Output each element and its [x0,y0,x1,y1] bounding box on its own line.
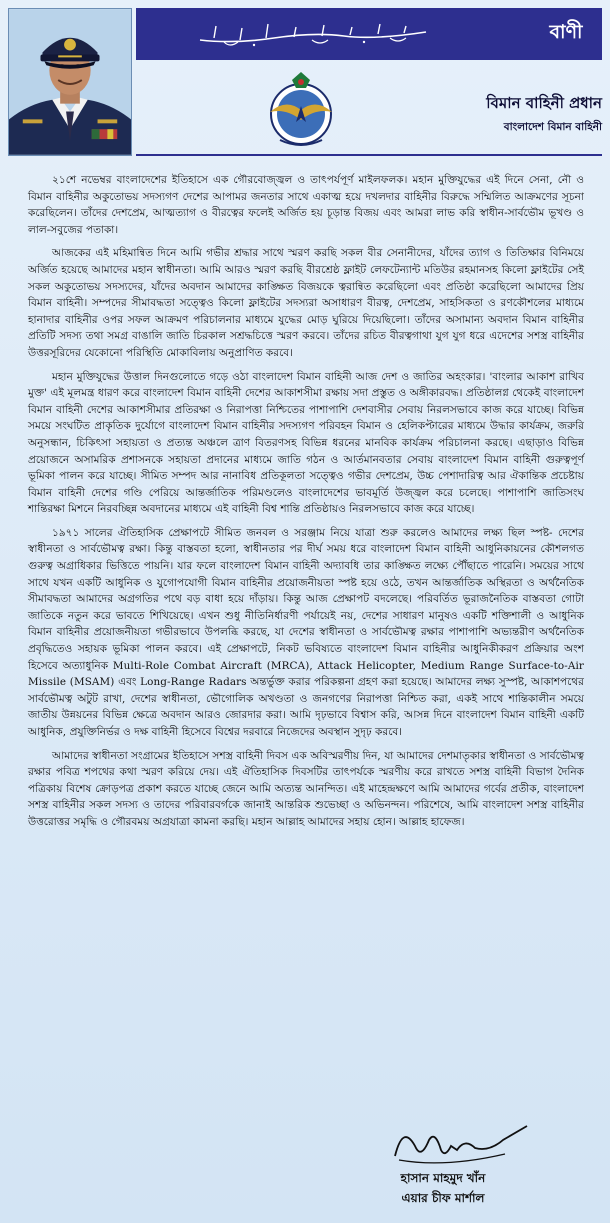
message-label: বাণী [549,21,583,43]
paragraph: মহান মুক্তিযুদ্ধের উত্তাল দিনগুলোতে গড়ে ওঠা বাংলাদেশ বিমান বাহিনী আজ দেশ ও জাতির অহংকার। 'বাংলার আকাশ রাখিব মুক্ত' এই মূলমন্ত্র ধারণ করে বাংলাদেশ বিমান বাহিনী দেশের আকাশসীমা রক্ষায় সদা প্রস্তুত ও অঙ্গীকারবদ্ধ। প্রতিষ্ঠালগ্ন থেকেই বাংলাদেশ বিমান বাহিনী দেশের আকাশসীমার প্রতিরক্ষা ও নিরাপত্তা নিশ্চিতের পাশাপাশি দেশবাসীর সেবায় নিরলসভাবে কাজ করে যাচ্ছে। বিভিন্ন সময়ে সংঘটিত প্রাকৃতিক দুর্যোগে বাংলাদেশ বিমান বাহিনীর সদস্যগণ পরিবহন বিমান ও হেলিকপ্টারের মাধ্যমে উদ্ধার কার্যক্রম, জরুরি অনুসন্ধান, চিকিৎসা সহায়তা ও প্রত্যন্ত অঞ্চলে ত্রাণ বিতরণসহ বিভিন্ন ধরনের মানবিক কার্যক্রম পরিচালনা করছে। এছাড়াও বিভিন্ন প্রয়োজনে অসামরিক প্রশাসনকে সহায়তা প্রদানের মাধ্যমে জাতি গঠন ও আর্তমানবতার সেবায় বাংলাদেশ বিমান বাহিনী গুরুত্বপূর্ণ ভূমিকা পালন করে যাচ্ছে। সীমিত সম্পদ আর নানাবিধ প্রতিকূলতা সত্ত্বেও গভীর দেশপ্রেম, উচ্চ পেশাদারিত্ব আর ঐকান্তিক প্রচেষ্টায় বিমান বাহিনী দেশের গণ্ডি পেরিয়ে আন্তর্জাতিক পরিমণ্ডলেও বাংলাদেশের ভাবমূর্তি উজ্জ্বল করে চলেছে। পাশাপাশি জাতিসংঘ শান্তিরক্ষা মিশনে নিরবচ্ছিন্ন অবদানের মাধ্যমে এই বাহিনী বিশ্ব শান্তি প্রতিষ্ঠায়ও নিরলসভাবে কাজ করে যাচ্ছে। [28,370,584,516]
message-subtitle: বাংলাদেশ বিমান বাহিনী [503,121,602,133]
paragraph: আমাদের স্বাধীনতা সংগ্রামের ইতিহাসে সশস্ত্র বাহিনী দিবস এক অবিস্মরণীয় দিন, যা আমাদের দেশমাতৃকার স্বাধীনতা ও সার্বভৌমত্ব রক্ষার পবিত্র শপথের কথা স্মরণ করিয়ে দেয়। এই ঐতিহাসিক দিবসটির তাৎপর্যকে স্মরণীয় করে রাখতে সশস্ত্র বাহিনী বিভাগ দৈনিক পত্রিকায় বিশেষ ক্রোড়পত্র প্রকাশ করতে যাচ্ছে জেনে আমি অত্যন্ত আনন্দিত। এই মাহেন্দ্রক্ষণে আমি আমাদের গর্বের প্রতীক, বাংলাদেশ সশস্ত্র বাহিনীর সকল সদস্য ও তাদের পরিবারবর্গকে জানাই আন্তরিক শুভেচ্ছা ও অভিনন্দন। পরিশেষে, আমি বাংলাদেশ সশস্ত্র বাহিনীর উত্তরোত্তর সমৃদ্ধি ও গৌরবময় অগ্রযাত্রা কামনা করছি। মহান আল্লাহ আমাদের সহায় হোন। আল্লাহ হাফেজ। [28,749,584,828]
message-title: বিমান বাহিনী প্রধান [486,94,602,112]
header [0,0,610,160]
paragraph: ১৯৭১ সালের ঐতিহাসিক প্রেক্ষাপটে সীমিত জনবল ও সরঞ্জাম নিয়ে যাত্রা শুরু করলেও আমাদের লক্ষ্য ছিল স্পষ্ট- দেশের স্বাধীনতা ও সার্বভৌমত্ব রক্ষা। কিন্তু বাস্তবতা হলো, স্বাধীনতার পর দীর্ঘ সময় ধরে বাংলাদেশ বিমান বাহিনী আধুনিকায়নের কৌশলগত গুরুত্ব অগ্রাধিকার ভিত্তিতে পায়নি। যার ফলে বাংলাদেশ বিমান বাহিনী অদ্যাবধি তার কাঙ্ক্ষিত লক্ষ্যে পৌঁছাতে পারেনি। সময়ের সাথে সাথে যখন একটি আধুনিক ও যুগোপযোগী বিমান বাহিনীর প্রয়োজনীয়তা স্পষ্ট হয়ে ওঠে, তখন আন্তর্জাতিক অস্থিরতা ও অর্থনৈতিক সীমাবদ্ধতা আমাদের অগ্রগতির পথে বড় বাধা হয়ে দাঁড়ায়। কিন্তু আজ প্রেক্ষাপট বদলেছে। পরিবর্তিত ভূরাজনৈতিক বাস্তবতা গোটা জাতিকে নতুন করে ভাবতে শিখিয়েছে। এখন শুধু নীতিনির্ধারণী পর্যায়েই নয়, দেশের সাধারণ মানুষও একটি শক্তিশালী ও আধুনিক বিমান বাহিনীর প্রয়োজনীয়তা গভীরভাবে উপলব্ধি করছে, যা দেশের স্বাধীনতা ও সার্বভৌমত্ব রক্ষার পাশাপাশি অভ্যন্তরীণ অর্থনৈতিক প্রবৃদ্ধিতেও সহায়ক ভূমিকা পালন করবে। এই প্রেক্ষাপটে, নিকট ভবিষ্যতে বাংলাদেশ বিমান বাহিনীর আধুনিকীকরণ প্রক্রিয়ার অংশ হিসেবে অত্যাধুনিক Multi-Role Combat Aircraft (MRCA), Attack Helicopter, Medium Range Surface-to-Air Missile (MSAM) এবং Long-Range Radars অন্তর্ভুক্ত করার পরিকল্পনা গ্রহণ করা হয়েছে। আমাদের লক্ষ্য সুস্পষ্ট, আকাশপথের সার্বভৌমত্ব অটুট রাখা, দেশের স্বাধীনতা, ভৌগোলিক অখণ্ডতা ও জনগণের নিরাপত্তা নিশ্চিত করা, একই সাথে শান্তিকালীন সময়ে জাতীয় উন্নয়নের বিভিন্ন ক্ষেত্রে অবদান আরও জোরদার করা। আমি দৃঢ়ভাবে বিশ্বাস করি, আসন্ন দিনে বাংলাদেশ বিমান বাহিনী একটি আধুনিক, প্রযুক্তিনির্ভর ও দক্ষ বাহিনী হিসেবে বিশ্বের দরবারে নিজেদের অবস্থান সুদৃঢ় করবে। [28,526,584,738]
paragraph: ২১শে নভেম্বর বাংলাদেশের ইতিহাসে এক গৌরবোজ্জ্বল ও তাৎপর্যপূর্ণ মাইলফলক। মহান মুক্তিযুদ্ধের এই দিনে সেনা, নৌ ও বিমান বাহিনীর অকুতোভয় সদস্যগণ দেশের আপামর জনতার সাথে একাত্ম হয়ে দখলদার বাহিনীর বিরুদ্ধে সম্মিলিত আক্রমণের সূচনা করেছিলেন। তাঁদের দেশপ্রেম, আত্মত্যাগ ও বীরত্বের ফলেই অর্জিত হয় চূড়ান্ত বিজয় এবং আমরা লাভ করি স্বাধীন-সার্বভৌম ভূখণ্ড ও লাল-সবুজের পতাকা। [28,174,584,236]
header-divider [136,154,602,156]
bismillah-calligraphy [194,18,434,50]
paragraph: আজকের এই মহিমান্বিত দিনে আমি গভীর শ্রদ্ধার সাথে স্মরণ করছি সকল বীর সেনানীদের, যাঁদের ত্যাগ ও তিতিক্ষার বিনিময়ে অর্জিত হয়েছে আমাদের মহান স্বাধীনতা। আমি আরও স্মরণ করছি বীরশ্রেষ্ঠ ফ্লাইট লেফটেন্যান্ট মতিউর রহমানসহ কিলো ফ্লাইটের সেই সকল অকুতোভয় সদস্যদের, যাঁদের অবদান আমাদের কাঙ্ক্ষিত বিজয়কে ত্বরান্বিত করেছিলো এবং প্রতিষ্ঠা করেছিলো আমাদের প্রিয় বিমান বাহিনী। সম্পদের সীমাবদ্ধতা সত্ত্বেও কিলো ফ্লাইটের সদস্যরা অসাধারণ বীরত্ব, দেশপ্রেম, সাহসিকতা ও রণকৌশলের মাধ্যমে হানাদার বাহিনীর ওপর সফল আক্রমণ পরিচালনার মাধ্যমে যুদ্ধের মোড় ঘুরিয়ে দিয়েছিলো। তাঁদের অসামান্য অবদান বিমান বাহিনীর প্রতিটি সদস্য তথা সমগ্র বাঙালি জাতি চিরকাল সশ্রদ্ধচিত্তে স্মরণ করবে। তাঁদের রচিত বীরত্বগাথা যুগ যুগ ধরে এদেশের সশস্ত্র বাহিনীর উত্তরসূরিদের যেকোনো পরিস্থিতি মোকাবিলায় অনুপ্রাণিত করবে। [28,247,584,359]
handwritten-signature [385,1116,535,1176]
bismillah-banner [136,8,602,60]
message-body [28,172,584,838]
title-block [392,92,602,137]
signatory-rank: এয়ার চীফ মার্শাল [401,1191,485,1205]
air-force-emblem [262,70,340,152]
signatory-name: হাসান মাহমুদ খাঁন [400,1171,486,1185]
officer-portrait [8,8,132,156]
portrait-image [9,9,131,155]
